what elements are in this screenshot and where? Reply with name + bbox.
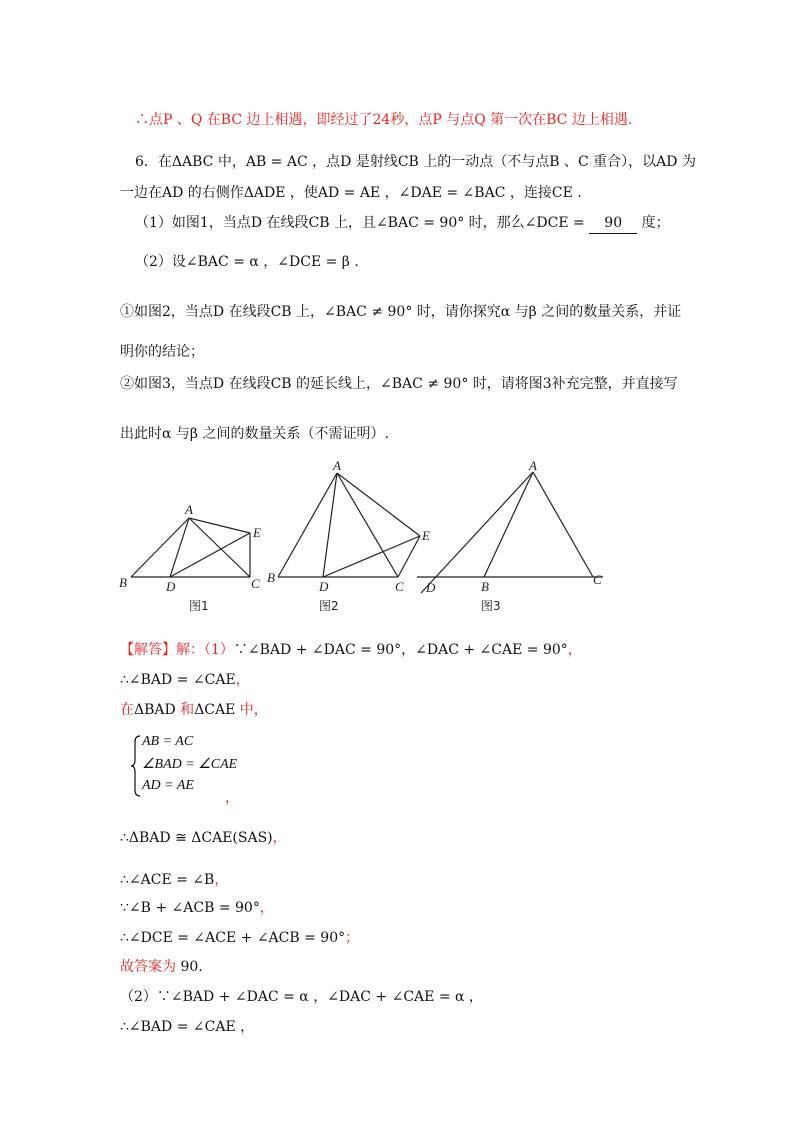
solution-step-5: ∴∠ACE = ∠B bbox=[120, 872, 215, 888]
question-part-1-unit: 度； bbox=[641, 215, 670, 231]
solution-line-1 bbox=[120, 640, 582, 660]
fig2-label-a: A bbox=[333, 460, 341, 473]
system-row-3: AD = AE bbox=[142, 778, 194, 793]
figure-2 bbox=[278, 473, 420, 577]
solution-step-3-a: ΔBAD bbox=[134, 702, 176, 718]
solution-tag-2: 解：（1） bbox=[176, 642, 234, 658]
red-comma: ， bbox=[235, 672, 250, 688]
question-part-1-text: （1）如图1，当点D 在线段CB 上，且∠BAC = 90° 时，那么∠DCE = bbox=[135, 215, 585, 231]
solution-tag: 【解答】 bbox=[120, 642, 176, 658]
fig2-label-b: B bbox=[267, 570, 275, 585]
fig3-caption: 图3 bbox=[481, 599, 501, 613]
solution-line-5 bbox=[120, 870, 228, 890]
subquestion-2-line-a: ②如图3，当点D 在线段CB 的延长线上，∠BAC ≠ 90° 时，请将图3补充完整，并直接写 bbox=[120, 376, 678, 392]
question-part-1 bbox=[135, 213, 670, 234]
answer-blank: 90 bbox=[589, 213, 637, 234]
geometry-figures bbox=[115, 460, 635, 620]
solution-line-2 bbox=[120, 670, 250, 690]
fig3-label-b: B bbox=[481, 579, 489, 594]
question-part-2: （2）设∠BAC = α ，∠DCE = β . bbox=[135, 254, 359, 270]
solution-step-3-post: 中， bbox=[235, 702, 268, 718]
fig1-label-c: C bbox=[251, 576, 260, 591]
figure-1 bbox=[131, 518, 250, 577]
question-6-line-2: 一边在AD 的右侧作ΔADE ，使AD = AE ，∠DAE = ∠BAC ，连接CE . bbox=[120, 185, 582, 201]
solution-step-3-mid: 和 bbox=[175, 702, 195, 718]
system-row-1: AB = AC bbox=[142, 734, 194, 749]
text-line-meeting: ∴点P 、Q 在BC 边上相遇，即经过了24秒，点P 与点Q 第一次在BC 边上相遇. bbox=[135, 112, 633, 128]
red-comma: ， bbox=[272, 830, 287, 846]
brace-icon bbox=[130, 734, 142, 798]
red-comma: ， bbox=[225, 790, 239, 806]
red-comma: ， bbox=[567, 642, 582, 658]
solution-line-4 bbox=[120, 828, 287, 848]
fig2-label-d: D bbox=[319, 579, 329, 594]
fig2-label-c: C bbox=[395, 579, 404, 594]
solution-step-3-b: ΔCAE bbox=[194, 702, 236, 718]
solution-step-7: ∴∠DCE = ∠ACE + ∠ACB = 90° bbox=[120, 930, 346, 946]
fig3-label-a: A bbox=[529, 460, 537, 473]
solution-line-7 bbox=[120, 928, 359, 948]
solution-line-8 bbox=[120, 957, 203, 977]
solution-line-9: （2）∵∠BAD + ∠DAC = α ，∠DAC + ∠CAE = α ， bbox=[120, 989, 483, 1005]
solution-step-4: ∴ΔBAD ≅ ΔCAE(SAS) bbox=[120, 830, 273, 846]
fig1-label-b: B bbox=[119, 575, 127, 590]
system-row-2: ∠BAD = ∠CAE bbox=[142, 757, 238, 772]
fig3-label-c: C bbox=[593, 572, 602, 587]
solution-line-6 bbox=[120, 898, 274, 918]
red-comma: ， bbox=[259, 900, 274, 916]
fig1-label-a: A bbox=[185, 502, 193, 517]
final-answer-label: 故答案为 bbox=[120, 959, 176, 975]
solution-step-1: ∵∠BAD + ∠DAC = 90°，∠DAC + ∠CAE = 90° bbox=[233, 642, 568, 658]
fig3-label-d: D bbox=[426, 580, 436, 595]
solution-step-3-pre: 在 bbox=[120, 702, 134, 718]
solution-step-2: ∴∠BAD = ∠CAE bbox=[120, 672, 236, 688]
fig1-caption: 图1 bbox=[189, 599, 209, 613]
subquestion-1-line-a: ①如图2，当点D 在线段CB 上，∠BAC ≠ 90° 时，请你探究α 与β 之间的数量关系，并证 bbox=[120, 304, 682, 320]
fig1-label-e: E bbox=[253, 525, 261, 540]
figure-3 bbox=[417, 472, 603, 593]
solution-line-3 bbox=[120, 700, 268, 720]
subquestion-2-line-b: 出此时α 与β 之间的数量关系（不需证明）. bbox=[120, 426, 389, 442]
final-answer-value: 90. bbox=[176, 959, 203, 975]
solution-step-6: ∵∠B + ∠ACB = 90° bbox=[120, 900, 260, 916]
fig2-label-e: E bbox=[422, 528, 430, 543]
red-semicolon: ； bbox=[345, 930, 360, 946]
question-6-heading: 6．在ΔABC 中，AB = AC ，点D 是射线CB 上的一动点（不与点B 、C 重合），以AD 为 bbox=[135, 154, 696, 170]
fig1-label-d: D bbox=[166, 579, 176, 594]
subquestion-1-line-b: 明你的结论； bbox=[120, 344, 204, 360]
red-comma: ， bbox=[214, 872, 229, 888]
solution-line-10: ∴∠BAD = ∠CAE ， bbox=[120, 1019, 255, 1035]
fig2-caption: 图2 bbox=[319, 599, 339, 613]
